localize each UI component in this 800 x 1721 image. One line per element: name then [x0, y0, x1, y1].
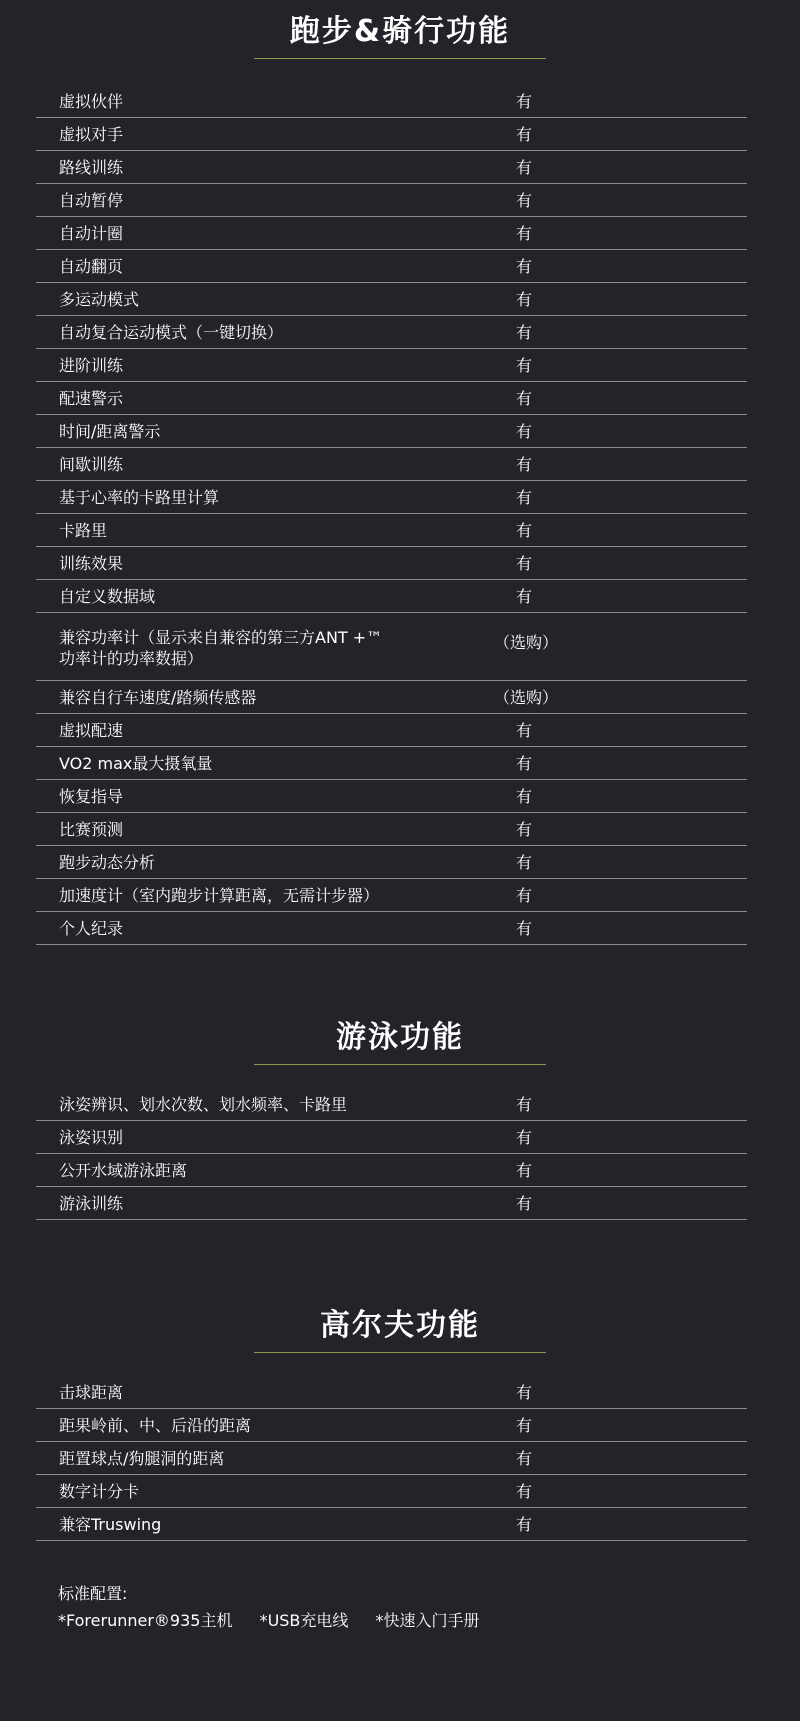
feature-value: 有 [516, 1416, 533, 1435]
feature-value: 有 [516, 1194, 533, 1213]
section-title: 游泳功能 [336, 1020, 464, 1055]
title-underline [254, 58, 546, 59]
feature-value: 有 [516, 1128, 533, 1147]
package-items [58, 1607, 502, 1634]
feature-value: 有 [516, 92, 533, 111]
feature-value: 有 [516, 919, 533, 938]
feature-value: 有 [516, 1515, 533, 1534]
package-contents [58, 1580, 502, 1634]
feature-label: 自动计圈 [59, 224, 124, 243]
feature-label: 自动暂停 [59, 191, 124, 210]
feature-value: 有 [516, 521, 533, 540]
feature-label: 进阶训练 [59, 356, 124, 375]
feature-label: 加速度计（室内跑步计算距离，无需计步器） [59, 886, 380, 905]
table-row [36, 448, 747, 481]
table-row [36, 547, 747, 580]
feature-value: 有 [516, 1482, 533, 1501]
table-row [36, 681, 747, 714]
table-row [36, 1475, 747, 1508]
table-row [36, 912, 747, 945]
feature-value: 有 [516, 587, 533, 606]
feature-value: 有 [516, 1095, 533, 1114]
feature-label: 泳姿辨识、划水次数、划水频率、卡路里 [59, 1095, 348, 1114]
feature-label: 路线训练 [59, 158, 124, 177]
feature-label: 多运动模式 [59, 290, 140, 309]
feature-value: 有 [516, 257, 533, 276]
feature-label: 个人纪录 [59, 919, 124, 938]
package-item: *Forerunner®935主机 [58, 1611, 233, 1630]
feature-label: 兼容Truswing [59, 1515, 162, 1534]
feature-label: 泳姿识别 [59, 1128, 124, 1147]
table-row [36, 1187, 747, 1220]
feature-label: 距置球点/狗腿洞的距离 [59, 1449, 225, 1468]
feature-value: 有 [516, 1161, 533, 1180]
feature-value: 有 [516, 323, 533, 342]
title-underline [254, 1352, 546, 1353]
feature-value: 有 [516, 488, 533, 507]
feature-value: 有 [516, 158, 533, 177]
table-row [36, 151, 747, 184]
feature-value: 有 [516, 886, 533, 905]
feature-value: 有 [516, 125, 533, 144]
table-row [36, 481, 747, 514]
feature-label: 卡路里 [59, 521, 108, 540]
feature-value: 有 [516, 455, 533, 474]
feature-label: 训练效果 [59, 554, 124, 573]
feature-value: 有 [516, 191, 533, 210]
table-row [36, 714, 747, 747]
feature-label: 自动翻页 [59, 257, 124, 276]
feature-value: 有 [516, 1449, 533, 1468]
table-row [36, 613, 747, 681]
table-row [36, 1442, 747, 1475]
section-swimming [0, 1018, 800, 1065]
feature-label: 兼容自行车速度/踏频传感器 [59, 688, 257, 707]
feature-value: 有 [516, 224, 533, 243]
table-row [36, 780, 747, 813]
table-row [36, 283, 747, 316]
feature-label: 自动复合运动模式（一键切换） [59, 323, 284, 342]
feature-value: 有 [516, 787, 533, 806]
feature-value: （选购） [494, 688, 559, 707]
table-row [36, 747, 747, 780]
table-row [36, 879, 747, 912]
table-row [36, 514, 747, 547]
feature-table-golf [36, 1376, 747, 1541]
table-row [36, 1088, 747, 1121]
feature-value: 有 [516, 290, 533, 309]
feature-label: 距果岭前、中、后沿的距离 [59, 1416, 252, 1435]
table-row [36, 184, 747, 217]
feature-label: 跑步动态分析 [59, 853, 156, 872]
feature-value: 有 [516, 754, 533, 773]
table-row [36, 813, 747, 846]
feature-label: 比赛预测 [59, 820, 124, 839]
section-golf [0, 1306, 800, 1353]
feature-label: 数字计分卡 [59, 1482, 140, 1501]
title-underline [254, 1064, 546, 1065]
package-item: *快速入门手册 [375, 1611, 480, 1630]
package-heading: 标准配置: [58, 1584, 128, 1603]
table-row [36, 1154, 747, 1187]
feature-label: 基于心率的卡路里计算 [59, 488, 220, 507]
section-title: 高尔夫功能 [320, 1308, 480, 1343]
feature-value: 有 [516, 554, 533, 573]
table-row [36, 217, 747, 250]
feature-label: 虚拟对手 [59, 125, 124, 144]
feature-value: 有 [516, 389, 533, 408]
table-row [36, 316, 747, 349]
feature-label: 虚拟配速 [59, 721, 124, 740]
section-title: 跑步&骑行功能 [289, 14, 511, 49]
table-row [36, 846, 747, 879]
feature-label: 兼容功率计（显示来自兼容的第三方ANT +™功率计的功率数据） [59, 628, 383, 668]
feature-value: 有 [516, 820, 533, 839]
feature-table-running [36, 85, 747, 945]
table-row [36, 118, 747, 151]
table-row [36, 250, 747, 283]
feature-value: 有 [516, 356, 533, 375]
section-running-cycling [0, 12, 800, 59]
feature-label: 间歇训练 [59, 455, 124, 474]
feature-label: 自定义数据域 [59, 587, 156, 606]
table-row [36, 85, 747, 118]
table-row [36, 1409, 747, 1442]
feature-label: 击球距离 [59, 1383, 124, 1402]
table-row [36, 1376, 747, 1409]
feature-table-swimming [36, 1088, 747, 1220]
feature-label: 游泳训练 [59, 1194, 124, 1213]
table-row [36, 580, 747, 613]
table-row [36, 415, 747, 448]
feature-label: 恢复指导 [59, 787, 124, 806]
package-item: *USB充电线 [259, 1611, 349, 1630]
feature-label: 公开水域游泳距离 [59, 1161, 188, 1180]
feature-value: 有 [516, 721, 533, 740]
feature-label: VO2 max最大摄氧量 [59, 754, 213, 773]
feature-label: 配速警示 [59, 389, 124, 408]
feature-value: 有 [516, 1383, 533, 1402]
feature-label: 虚拟伙伴 [59, 92, 124, 111]
table-row [36, 382, 747, 415]
feature-value: （选购） [494, 633, 559, 652]
feature-value: 有 [516, 853, 533, 872]
feature-value: 有 [516, 422, 533, 441]
feature-label: 时间/距离警示 [59, 422, 161, 441]
table-row [36, 1508, 747, 1541]
table-row [36, 349, 747, 382]
table-row [36, 1121, 747, 1154]
